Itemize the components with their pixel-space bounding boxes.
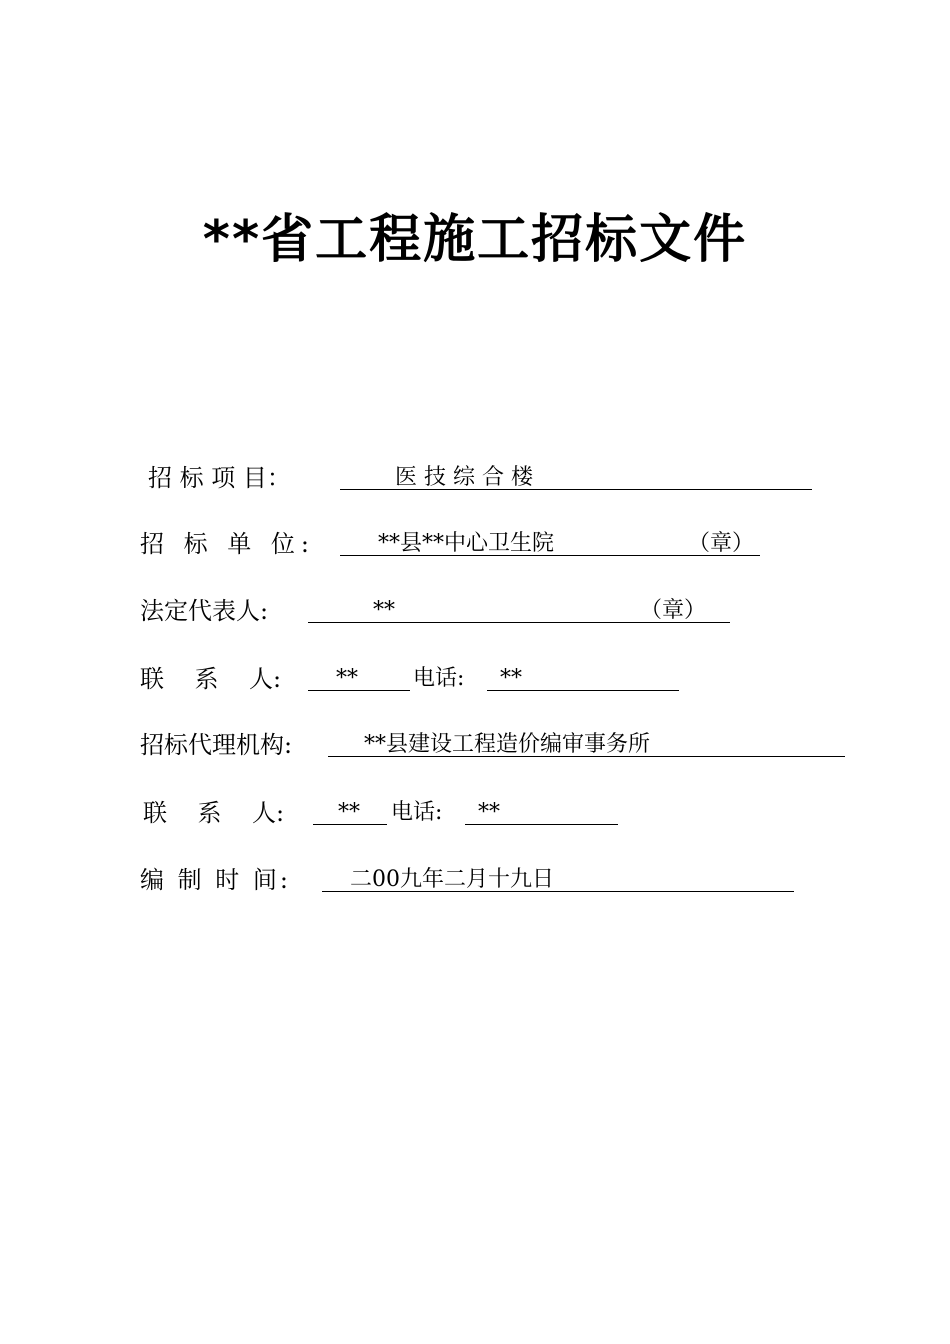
contact-2-label: 联 系 人: (143, 799, 285, 827)
field-unit (0, 524, 950, 564)
contact-1-phone-value: ** (500, 666, 522, 691)
date-value: 二00九年二月十九日 (350, 867, 554, 892)
contact-2-phone-label: 电话: (391, 800, 443, 825)
field-date (0, 860, 950, 900)
date-label: 编 制 时 间: (140, 866, 291, 894)
legal-rep-seal: （章） (640, 598, 707, 623)
legal-rep-value: ** (373, 598, 395, 623)
field-agency (0, 725, 950, 765)
contact-1-underline (308, 690, 410, 691)
project-value: 医 技 综 合 楼 (395, 465, 533, 490)
field-contact-2 (0, 793, 950, 833)
unit-label: 招 标 单 位: (140, 530, 315, 558)
agency-value: **县建设工程造价编审事务所 (364, 732, 651, 757)
project-label: 招 标 项 目： (148, 464, 291, 492)
contact-1-value: ** (336, 666, 358, 691)
legal-rep-label: 法定代表人: (140, 597, 269, 625)
agency-label: 招标代理机构: (140, 731, 293, 759)
contact-2-value: ** (338, 800, 360, 825)
contact-2-phone-value: ** (478, 800, 500, 825)
contact-1-label: 联 系 人: (140, 665, 282, 693)
unit-seal: （章） (688, 531, 755, 556)
document-title: **省工程施工招标文件 (202, 210, 748, 270)
unit-value: **县**中心卫生院 (378, 531, 555, 556)
contact-1-phone-label: 电话: (413, 666, 465, 691)
field-legal-rep (0, 591, 950, 631)
field-contact-1 (0, 659, 950, 699)
field-project (0, 458, 950, 498)
